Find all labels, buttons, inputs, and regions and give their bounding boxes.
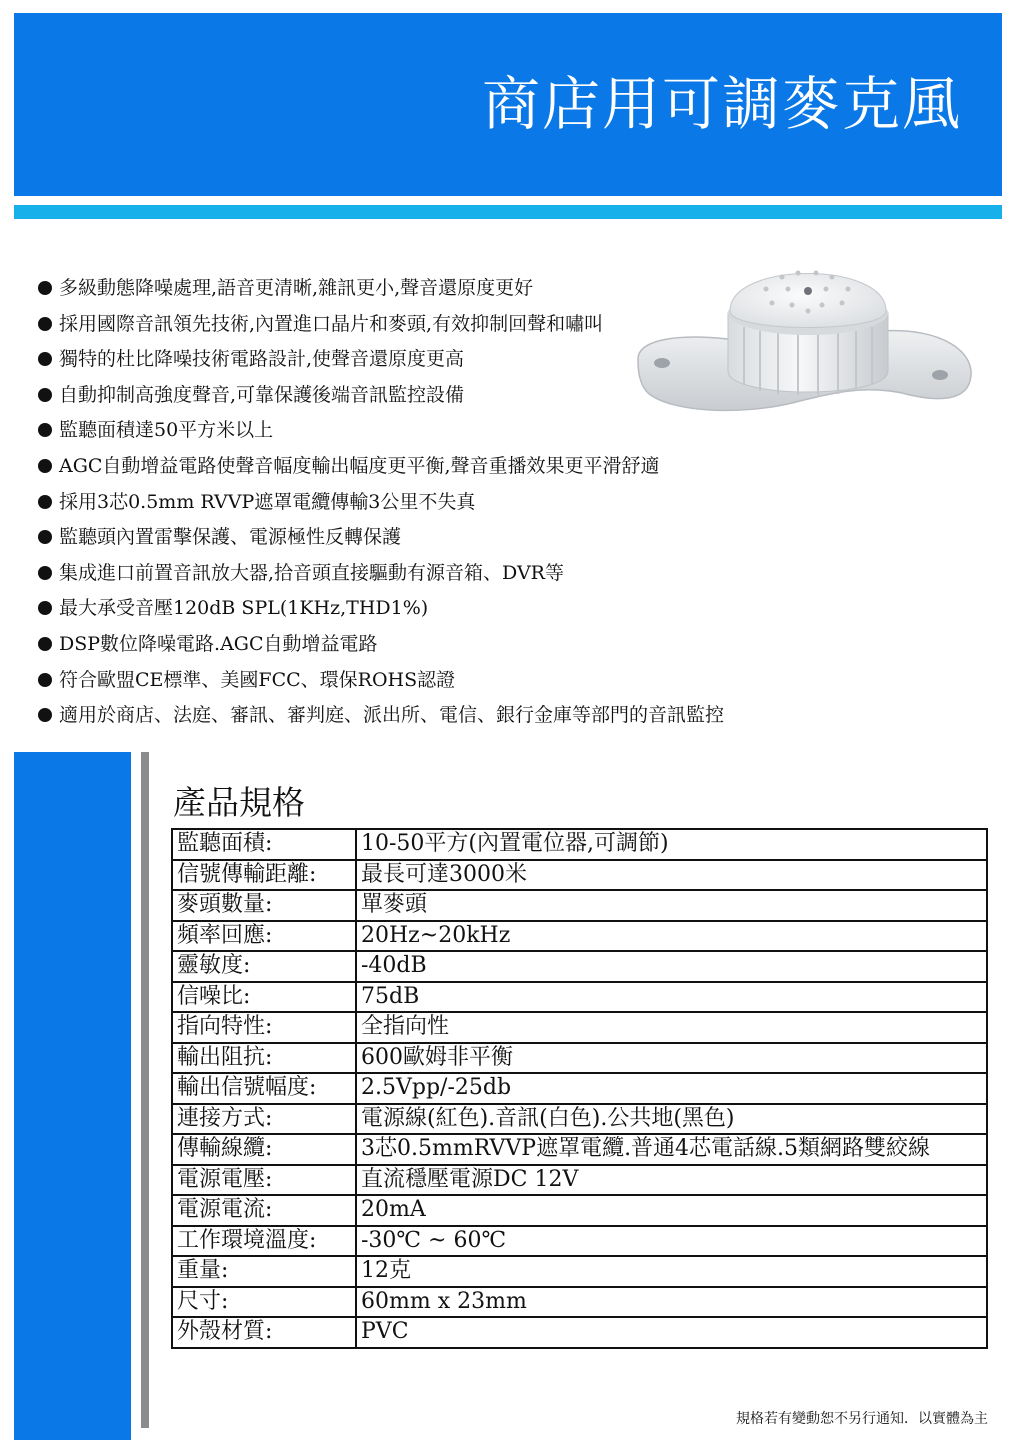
spec-label: 靈敏度: [172,951,356,982]
feature-text: 符合歐盟CE標準、美國FCC、環保ROHS認證 [59,668,456,691]
feature-item [38,627,724,663]
bullet-icon [38,423,52,437]
spec-label: 連接方式: [172,1104,356,1135]
spec-value: 3芯0.5mmRVVP遮罩電纜.普通4芯電話線.5類網路雙絞線 [356,1134,987,1165]
spec-value: 20mA [356,1195,987,1226]
table-row [172,1317,987,1348]
feature-text: 採用3芯0.5mm RVVP遮罩電纜傳輸3公里不失真 [59,490,476,513]
spec-value: 2.5Vpp/-25db [356,1073,987,1104]
table-row [172,860,987,891]
table-row [172,1104,987,1135]
spec-value: 12克 [356,1256,987,1287]
feature-text: DSP數位降噪電路.AGC自動增益電路 [59,632,378,655]
spec-label: 傳輸線纜: [172,1134,356,1165]
spec-value: 直流穩壓電源DC 12V [356,1165,987,1196]
spec-label: 監聽面積: [172,829,356,860]
feature-item [38,378,724,414]
spec-value: PVC [356,1317,987,1348]
footer-note: 規格若有變動恕不另行通知．以實體為主 [736,1411,988,1427]
table-row [172,890,987,921]
spec-label: 輸出阻抗: [172,1043,356,1074]
bullet-icon [38,388,52,402]
spec-label: 麥頭數量: [172,890,356,921]
feature-text: 監聽頭內置雷擊保護、電源極性反轉保護 [59,526,402,549]
bullet-icon [38,708,52,722]
feature-item [38,449,724,485]
side-bar-gray [141,752,149,1428]
spec-value: 最長可達3000米 [356,860,987,891]
spec-label: 信號傳輸距離: [172,860,356,891]
spec-label: 輸出信號幅度: [172,1073,356,1104]
table-row [172,1165,987,1196]
table-row [172,1012,987,1043]
table-row [172,1256,987,1287]
spec-label: 重量: [172,1256,356,1287]
feature-text: 採用國際音訊領先技術,內置進口晶片和麥頭,有效抑制回聲和嘯叫 [59,312,604,335]
feature-list [38,271,724,734]
spec-label: 外殼材質: [172,1317,356,1348]
feature-item [38,307,724,343]
feature-item [38,271,724,307]
table-row [172,1043,987,1074]
table-row [172,1195,987,1226]
feature-item [38,342,724,378]
bullet-icon [38,601,52,615]
spec-table [171,828,988,1349]
spec-label: 電源電壓: [172,1165,356,1196]
feature-text: 監聽面積達50平方米以上 [59,419,274,442]
spec-value: 20Hz~20kHz [356,921,987,952]
feature-item [38,413,724,449]
spec-value: 600歐姆非平衡 [356,1043,987,1074]
feature-item [38,556,724,592]
feature-text: 自動抑制高強度聲音,可靠保護後端音訊監控設備 [59,383,465,406]
table-row [172,921,987,952]
spec-value: 全指向性 [356,1012,987,1043]
table-row [172,1073,987,1104]
spec-value: 10-50平方(內置電位器,可調節) [356,829,987,860]
feature-text: 最大承受音壓120dB SPL(1KHz,THD1%) [59,597,429,620]
feature-item [38,485,724,521]
feature-item [38,663,724,699]
feature-item [38,591,724,627]
spec-label: 指向特性: [172,1012,356,1043]
bullet-icon [38,495,52,509]
header-stripe [14,205,1002,219]
spec-value: 電源線(紅色).音訊(白色).公共地(黑色) [356,1104,987,1135]
spec-value: -40dB [356,951,987,982]
bullet-icon [38,530,52,544]
table-row [172,1287,987,1318]
table-row [172,951,987,982]
feature-text: 適用於商店、法庭、審訊、審判庭、派出所、電信、銀行金庫等部門的音訊監控 [59,704,725,727]
header-banner [14,13,1002,196]
spec-value: -30℃ ~ 60℃ [356,1226,987,1257]
spec-heading: 產品規格 [173,783,305,822]
bullet-icon [38,459,52,473]
spec-value: 單麥頭 [356,890,987,921]
table-row [172,1226,987,1257]
bullet-icon [38,566,52,580]
feature-text: 集成進口前置音訊放大器,拾音頭直接驅動有源音箱、DVR等 [59,561,564,584]
spec-label: 電源電流: [172,1195,356,1226]
bullet-icon [38,352,52,366]
spec-value: 60mm x 23mm [356,1287,987,1318]
bullet-icon [38,673,52,687]
bullet-icon [38,637,52,651]
side-bar-blue [14,752,131,1440]
feature-item [38,698,724,734]
spec-label: 頻率回應: [172,921,356,952]
table-row [172,1134,987,1165]
table-row [172,982,987,1013]
page-title: 商店用可調麥克風 [481,70,962,138]
feature-text: AGC自動增益電路使聲音幅度輸出幅度更平衡,聲音重播效果更平滑舒適 [59,454,660,477]
spec-label: 信噪比: [172,982,356,1013]
bullet-icon [38,281,52,295]
feature-text: 獨特的杜比降噪技術電路設計,使聲音還原度更高 [59,348,465,371]
feature-item [38,520,724,556]
bullet-icon [38,317,52,331]
table-row [172,829,987,860]
spec-label: 尺寸: [172,1287,356,1318]
spec-label: 工作環境溫度: [172,1226,356,1257]
feature-text: 多級動態降噪處理,語音更清晰,雜訊更小,聲音還原度更好 [59,277,534,299]
spec-value: 75dB [356,982,987,1013]
